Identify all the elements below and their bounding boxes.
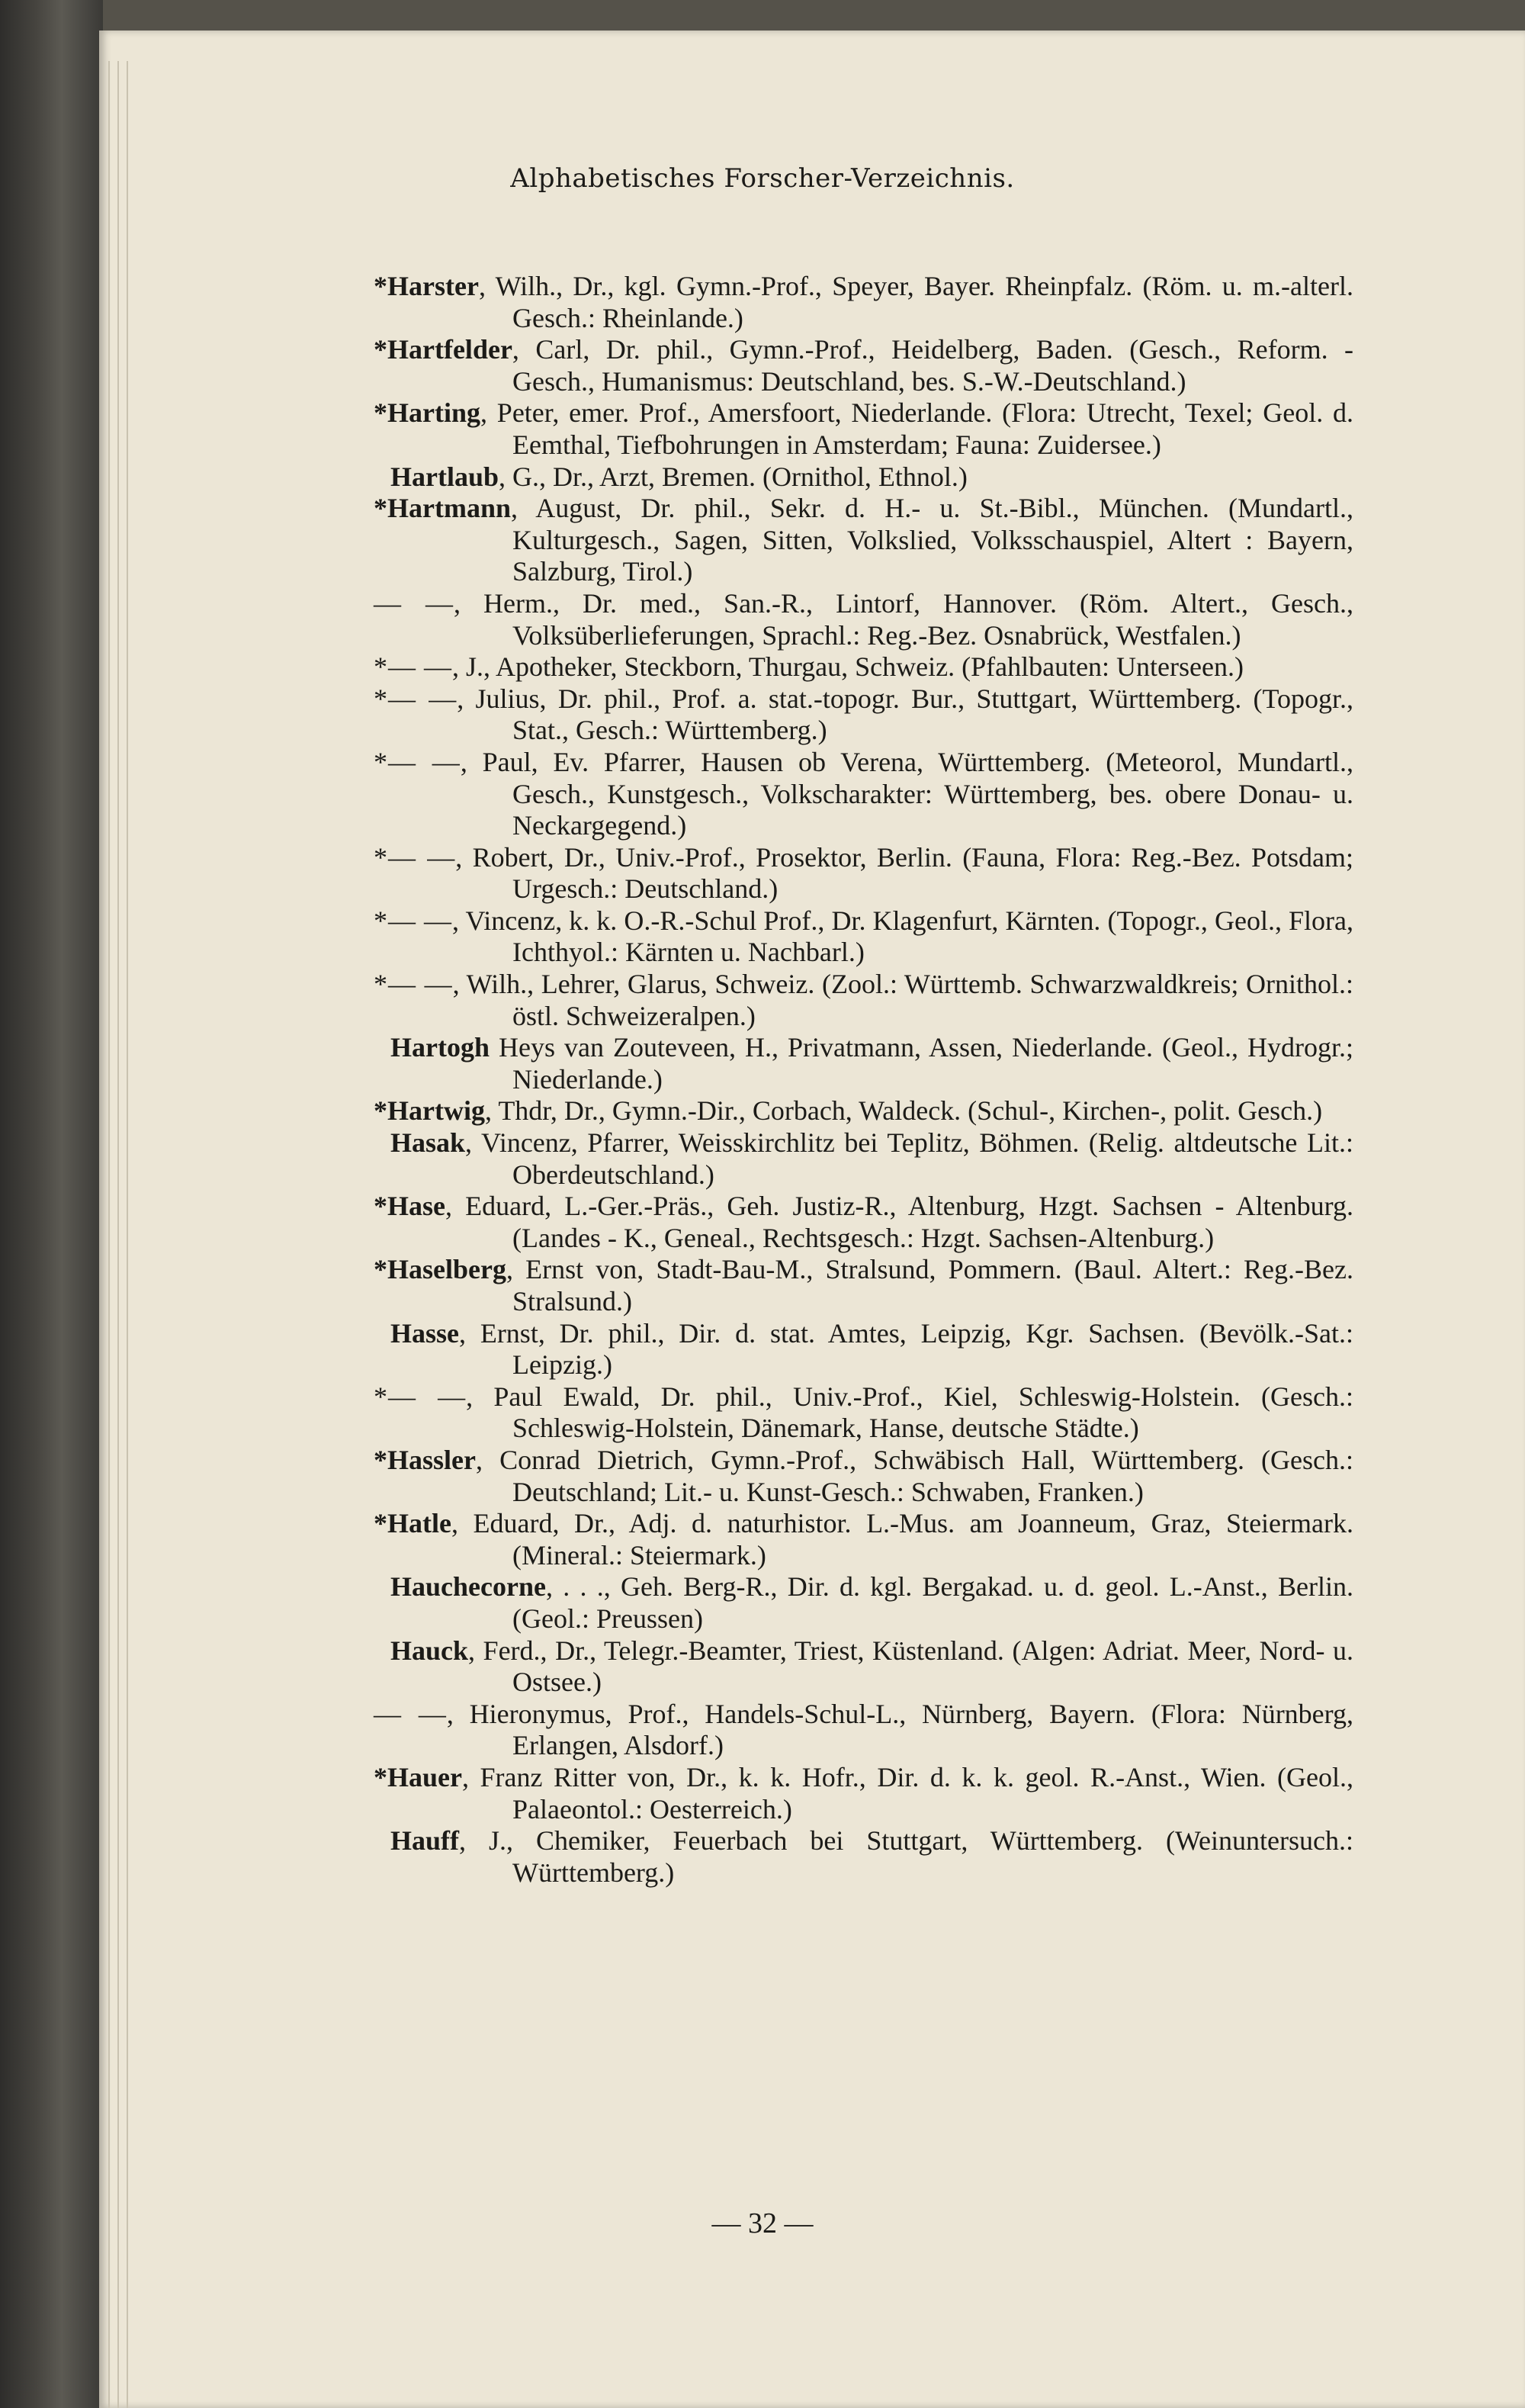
entry-name: *Hartmann (374, 493, 511, 524)
entry (374, 588, 1353, 651)
entry-text: , Franz Ritter von, Dr., k. k. Hofr., Dir. d. k. k. geol. R.-Anst., Wien. (Geol., Palaeontol.: Oesterreich.) (461, 1761, 1353, 1824)
entry (374, 1095, 1353, 1127)
entry-text: , Ernst, Dr. phil., Dir. d. stat. Amtes, Leipzig, Kgr. Sachsen. (Bevölk.-Sat.: Leipzig.) (459, 1317, 1353, 1381)
entry-name: *— — (374, 746, 461, 777)
entry-name: *Hauer (374, 1761, 462, 1792)
entry-name: Hartlaub (390, 461, 499, 492)
entry (374, 1825, 1353, 1889)
entry (374, 1032, 1353, 1095)
entry-text: , Peter, emer. Prof., Amersfoort, Niederlande. (Flora: Utrecht, Texel; Geol. d. Eemthal, Tiefbohrungen in Amsterdam; Fauna: Zuidersee.) (480, 397, 1353, 460)
entry (374, 1445, 1353, 1508)
page-edge (127, 61, 128, 2408)
entry-name: Hartogh (390, 1032, 490, 1063)
entry (374, 1381, 1353, 1445)
entry-name: *Hassler (374, 1444, 476, 1475)
entry-text: , Thdr, Dr., Gymn.-Dir., Corbach, Waldeck. (Schul-, Kirchen-, polit. Gesch.) (484, 1095, 1323, 1127)
entry-text: , Julius, Dr. phil., Prof. a. stat.-topogr. Bur., Stuttgart, Württemberg. (Topogr., Stat., Gesch.: Württemberg.) (457, 683, 1353, 746)
entry-text: , J., Chemiker, Feuerbach bei Stuttgart, Württemberg. (Weinuntersuch.: Württemberg.) (459, 1825, 1353, 1888)
entry-text: Heys van Zouteveen, H., Privatmann, Assen, Niederlande. (Geol., Hydrogr.; Niederlande.) (490, 1032, 1353, 1095)
entry-name: *Harster (374, 271, 479, 301)
entry (374, 461, 1353, 493)
entry-text: , Wilh., Dr., kgl. Gymn.-Prof., Speyer, Bayer. Rheinpfalz. (Röm. u. m.-alterl. Gesch.: Rheinlande.) (478, 271, 1353, 333)
entry (374, 1191, 1353, 1254)
running-head: Alphabetisches Forscher-Verzeichnis. (510, 163, 1015, 194)
entry-name: Hauchecorne (390, 1571, 546, 1603)
entry (374, 1508, 1353, 1571)
entry-name: *Haselberg (374, 1254, 506, 1285)
entry-text: , G., Dr., Arzt, Bremen. (Ornithol, Ethnol.) (499, 461, 968, 492)
entry-name: *Hartwig (374, 1095, 485, 1127)
entry-text: , Carl, Dr. phil., Gymn.-Prof., Heidelberg, Baden. (Gesch., Reform. - Gesch., Humanismus: Deutschland, bes. S.-W.-Deutschland.) (512, 334, 1353, 397)
entry-name: *— — (374, 683, 458, 714)
entry-name: Hasse (390, 1317, 459, 1349)
entry-name: *— — (374, 841, 456, 873)
entry-text: , Eduard, Dr., Adj. d. naturhistor. L.-Mus. am Joanneum, Graz, Steiermark. (Mineral.: Steiermark.) (451, 1508, 1353, 1571)
entry (374, 905, 1353, 969)
entry-text: , Wilh., Lehrer, Glarus, Schweiz. (Zool.: Württemb. Schwarzwaldkreis; Ornithol.: östl. Schweizeralpen.) (452, 969, 1354, 1031)
entry (374, 1571, 1353, 1635)
page-edge (117, 61, 119, 2408)
entry-name: *Harting (374, 397, 480, 429)
entry (374, 683, 1353, 747)
entry-name: — — (374, 1698, 447, 1729)
page-edge (108, 61, 110, 2408)
entry-text: , August, Dr. phil., Sekr. d. H.- u. St.-Bibl., München. (Mundartl., Kulturgesch., Sagen, Sitten, Volkslied, Volksschauspiel, Altert : Bayern, Salzburg, Tirol.) (511, 493, 1353, 587)
entry (374, 334, 1353, 397)
entry-name: Hauck (390, 1635, 469, 1666)
entry-name: — — (374, 587, 454, 619)
entry (374, 1762, 1353, 1825)
entry-name: *Hartfelder (374, 334, 512, 365)
entry-name: *— — (374, 905, 453, 936)
entry (374, 1699, 1353, 1762)
entry (374, 1254, 1353, 1317)
entry-name: *— — (374, 651, 452, 683)
entry-list (374, 271, 1353, 1889)
entry-name: *— — (374, 1381, 467, 1412)
entry (374, 1318, 1353, 1381)
entry (374, 493, 1353, 588)
entry (374, 271, 1353, 334)
entry-text: , Hieronymus, Prof., Handels-Schul-L., Nürnberg, Bayern. (Flora: Nürnberg, Erlangen, Alsdorf.) (446, 1698, 1353, 1761)
entry (374, 969, 1353, 1032)
entry (374, 842, 1353, 905)
entry (374, 651, 1353, 683)
entry-text: , Herm., Dr. med., San.-R., Lintorf, Hannover. (Röm. Altert., Gesch., Volksüberlieferungen, Sprachl.: Reg.-Bez. Osnabrück, Westfalen.) (454, 587, 1354, 651)
entry-text: , Conrad Dietrich, Gymn.-Prof., Schwäbisch Hall, Württemberg. (Gesch.: Deutschland; Lit.- u. Kunst-Gesch.: Schwaben, Franken.) (475, 1444, 1353, 1507)
entry-text: , Vincenz, Pfarrer, Weisskirchlitz bei Teplitz, Böhmen. (Relig. altdeutsche Lit.: Oberdeutschland.) (465, 1127, 1353, 1190)
entry (374, 1127, 1353, 1191)
entry-text: , Ferd., Dr., Telegr.-Beamter, Triest, Küstenland. (Algen: Adriat. Meer, Nord- u. Ostsee.) (468, 1635, 1353, 1698)
entry-text: , Robert, Dr., Univ.-Prof., Prosektor, Berlin. (Fauna, Flora: Reg.-Bez. Potsdam; Urgesch.: Deutschland.) (455, 841, 1353, 905)
entry-name: Hauff (390, 1825, 459, 1857)
entry (374, 1635, 1353, 1699)
entry-text: , Paul Ewald, Dr. phil., Univ.-Prof., Kiel, Schleswig-Holstein. (Gesch.: Schleswig-Holstein, Dänemark, Hanse, deutsche Städte.) (466, 1381, 1354, 1444)
entry-text: , . . ., Geh. Berg-R., Dir. d. kgl. Bergakad. u. d. geol. L.-Anst., Berlin. (Geol.: Preussen) (512, 1571, 1353, 1634)
entry-text: , Ernst von, Stadt-Bau-M., Stralsund, Pommern. (Baul. Altert.: Reg.-Bez. Stralsund.) (506, 1254, 1353, 1317)
entry (374, 397, 1353, 461)
page-number: — 32 — (711, 2207, 814, 2239)
entry-name: *— — (374, 969, 453, 1000)
entry (374, 747, 1353, 842)
entry-name: *Hase (374, 1191, 445, 1222)
entry-text: , Vincenz, k. k. O.-R.-Schul Prof., Dr. Klagenfurt, Kärnten. (Topogr., Geol., Flora, Ichthyol.: Kärnten u. Nachbarl.) (452, 905, 1353, 968)
entry-text: , J., Apotheker, Steckborn, Thurgau, Schweiz. (Pfahlbauten: Unterseen.) (452, 651, 1244, 683)
entry-text: , Eduard, L.-Ger.-Präs., Geh. Justiz-R., Altenburg, Hzgt. Sachsen - Altenburg. (Landes - K., Geneal., Rechtsgesch.: Hzgt. Sachsen-Altenburg.) (445, 1191, 1353, 1253)
entry-name: Hasak (390, 1127, 466, 1159)
book-binding (0, 0, 103, 2408)
entry-name: *Hatle (374, 1508, 451, 1539)
entry-text: , Paul, Ev. Pfarrer, Hausen ob Verena, Württemberg. (Meteorol, Mundartl., Gesch., Kunstgesch., Volkscharakter: Württemberg, bes. obere Donau- u. Neckargegend.) (460, 746, 1354, 841)
